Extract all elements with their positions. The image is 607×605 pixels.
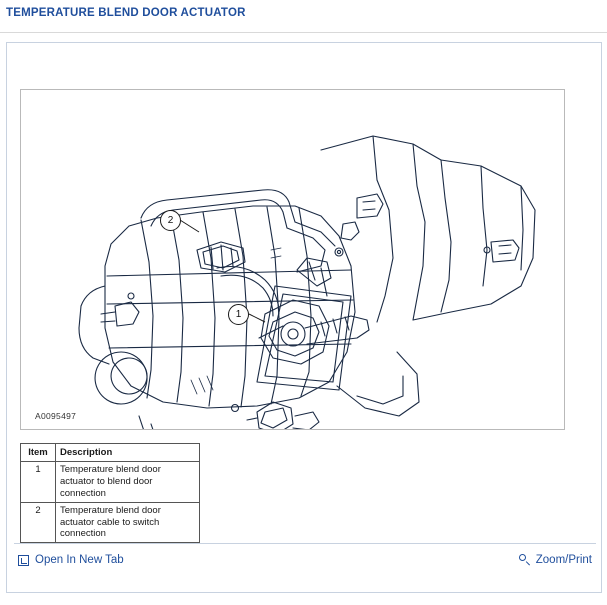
- table-header-row: [21, 444, 200, 462]
- row-item-number: 1: [21, 462, 56, 503]
- open-in-new-tab-label: Open In New Tab: [35, 554, 124, 566]
- page-title: TEMPERATURE BLEND DOOR ACTUATOR: [6, 7, 246, 19]
- open-in-new-tab-button[interactable]: [18, 554, 124, 566]
- zoom-print-button[interactable]: [519, 554, 592, 566]
- column-header-item: Item: [21, 444, 56, 462]
- callout-1: 1: [228, 304, 249, 325]
- footer-divider: [14, 543, 596, 544]
- zoom-print-label: Zoom/Print: [535, 554, 592, 566]
- callout-2: 2: [160, 210, 181, 231]
- figure-footer: [14, 543, 596, 587]
- table-row: [21, 502, 200, 543]
- legend-table: [20, 443, 200, 543]
- figure-container: [20, 89, 565, 430]
- row-item-description: Temperature blend door actuator cable to switch connection: [56, 502, 200, 543]
- table-row: [21, 462, 200, 503]
- row-item-description: Temperature blend door actuator to blend door connection: [56, 462, 200, 503]
- content-frame: [6, 42, 602, 593]
- magnifier-icon: [519, 554, 531, 566]
- column-header-description: Description: [56, 444, 200, 462]
- header-divider: [0, 32, 607, 33]
- hvac-case-diagram: [21, 90, 564, 429]
- row-item-number: 2: [21, 502, 56, 543]
- open-in-new-tab-icon: [18, 555, 29, 566]
- figure-code: A0095497: [35, 411, 77, 421]
